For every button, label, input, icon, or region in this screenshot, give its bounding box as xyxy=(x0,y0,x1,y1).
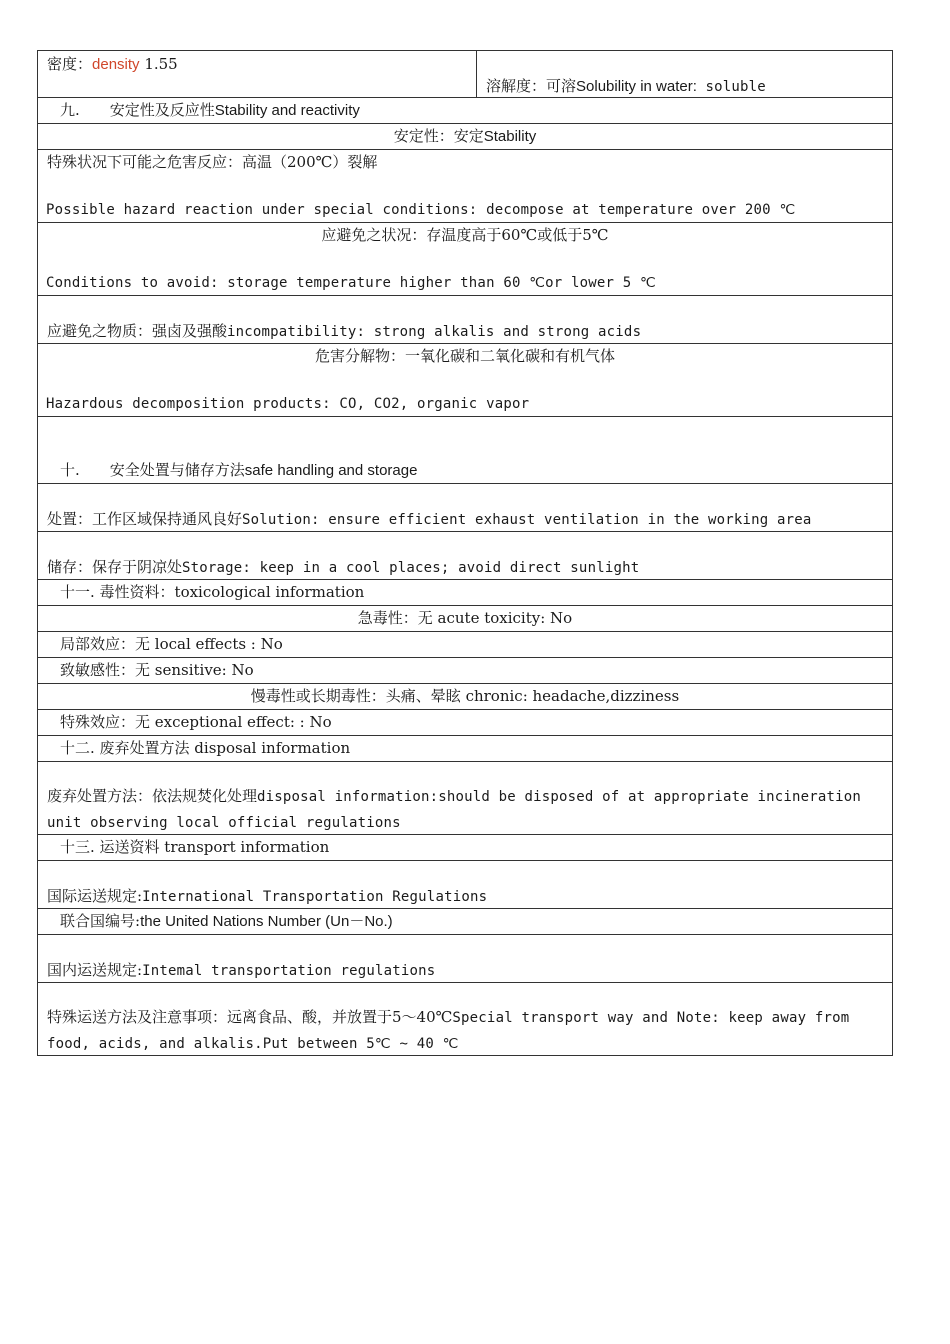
hazard-reaction-cn: 特殊状况下可能之危害反应：高温（200℃）裂解 xyxy=(47,153,378,171)
stability-en: Stability xyxy=(483,128,537,145)
storage-row xyxy=(37,532,893,580)
decomposition-row xyxy=(37,344,893,417)
section-10-number: 十. xyxy=(60,461,80,479)
avoid-materials-en: incompatibility: strong alkalis and strong acids xyxy=(227,324,642,340)
section-10-en: safe handling and storage xyxy=(244,462,418,479)
density-value: 1.55 xyxy=(139,55,178,73)
special-transport-en: Special transport way and Note: keep away from food, acids, and alkalis.Put between 5℃ ~ 40 ℃ xyxy=(47,1010,850,1052)
solubility-label: 溶解度：可溶 xyxy=(486,77,577,95)
international-transport-cn: 国际运送规定: xyxy=(47,887,143,905)
density-cell xyxy=(38,51,477,97)
local-effects-row xyxy=(37,632,893,658)
avoid-materials-row xyxy=(37,296,893,344)
density-text xyxy=(47,55,467,74)
chronic-row xyxy=(37,684,893,710)
international-transport-row xyxy=(37,861,893,909)
domestic-transport-text xyxy=(47,961,883,980)
avoid-conditions-row xyxy=(37,223,893,296)
stability-text xyxy=(38,127,892,146)
special-transport-cn: 特殊运送方法及注意事项：远离食品、酸，并放置于5～40℃ xyxy=(47,1008,453,1026)
chronic-text: 慢毒性或长期毒性：头痛、晕眩 chronic: headache,dizziness xyxy=(250,687,680,705)
decomposition-en: Hazardous decomposition products: CO, CO2, organic vapor xyxy=(46,396,530,412)
section-13-heading xyxy=(37,835,893,861)
domestic-transport-en: Intemal transportation regulations xyxy=(142,963,436,979)
hazard-reaction-en: Possible hazard reaction under special conditions: decompose at temperature over 200 ℃ xyxy=(46,202,796,218)
section-12-heading xyxy=(37,736,893,762)
section-13-title: 十三. 运送资料 transport information xyxy=(60,838,330,856)
disposal-text xyxy=(47,784,883,835)
storage-cn: 储存：保存于阴凉处 xyxy=(47,558,183,576)
section-11-heading xyxy=(37,580,893,606)
un-number-cn: 联合国编号: xyxy=(60,912,141,930)
storage-en: Storage: keep in a cool places; avoid direct sunlight xyxy=(182,560,640,576)
international-transport-text xyxy=(47,887,883,906)
avoid-conditions-cn: 应避免之状况：存温度高于60℃或低于5℃ xyxy=(321,226,609,244)
section-10-heading xyxy=(37,417,893,484)
section-10-cn: 安全处置与储存方法 xyxy=(109,461,245,479)
msds-table xyxy=(37,50,893,1056)
avoid-materials-cn: 应避免之物质：强卤及强酸 xyxy=(47,322,228,340)
section-9-heading xyxy=(37,98,893,124)
section-9-cn: 安定性及反应性 xyxy=(109,101,215,119)
stability-cn: 安定性：安定 xyxy=(393,127,484,145)
special-transport-text xyxy=(47,1005,883,1056)
un-number-text xyxy=(60,912,883,931)
density-keyword: density xyxy=(92,56,140,73)
special-transport-row xyxy=(37,983,893,1056)
international-transport-en: International Transportation Regulations xyxy=(142,889,488,905)
handling-cn: 处置：工作区域保持通风良好 xyxy=(47,510,243,528)
local-effects-text: 局部效应：无 local effects : No xyxy=(60,635,283,653)
section-11-title: 十一. 毒性资料：toxicological information xyxy=(60,583,365,601)
solubility-en: Solubility in water: xyxy=(576,78,697,95)
section-9-en: Stability and reactivity xyxy=(214,102,360,119)
disposal-cn: 废弃处置方法：依法规焚化处理 xyxy=(47,787,258,805)
handling-text xyxy=(47,510,883,529)
avoid-materials-text xyxy=(47,322,883,341)
sensitive-row xyxy=(37,658,893,684)
section-10-title xyxy=(60,461,883,480)
acute-toxicity-text: 急毒性：无 acute toxicity: No xyxy=(357,609,573,627)
section-9-number: 九. xyxy=(60,101,80,119)
sensitive-text: 致敏感性：无 sensitive: No xyxy=(60,661,254,679)
handling-row xyxy=(37,484,893,532)
storage-text xyxy=(47,558,883,577)
exceptional-text: 特殊效应：无 exceptional effect: : No xyxy=(60,713,332,731)
avoid-conditions-en: Conditions to avoid: storage temperature higher than 60 ℃or lower 5 ℃ xyxy=(46,275,656,291)
disposal-en: disposal information:should be disposed of at appropriate incineration unit observing local official regulations xyxy=(47,789,862,831)
un-number-row xyxy=(37,909,893,935)
disposal-row xyxy=(37,762,893,835)
solubility-text xyxy=(486,77,883,96)
density-row xyxy=(37,50,893,98)
hazard-reaction-row xyxy=(37,150,893,223)
domestic-transport-cn: 国内运送规定: xyxy=(47,961,143,979)
domestic-transport-row xyxy=(37,935,893,983)
density-label: 密度： xyxy=(47,55,93,73)
decomposition-cn: 危害分解物：一氧化碳和二氧化碳和有机气体 xyxy=(314,347,615,365)
acute-toxicity-row xyxy=(37,606,893,632)
handling-en: Solution: ensure efficient exhaust ventilation in the working area xyxy=(242,512,812,528)
exceptional-row xyxy=(37,710,893,736)
solubility-value: soluble xyxy=(696,79,766,95)
un-number-en: the United Nations Number (Un－No.) xyxy=(140,913,393,930)
solubility-cell xyxy=(477,51,892,97)
section-9-title xyxy=(60,101,883,120)
section-12-title: 十二. 废弃处置方法 disposal information xyxy=(60,739,351,757)
stability-row xyxy=(37,124,893,150)
